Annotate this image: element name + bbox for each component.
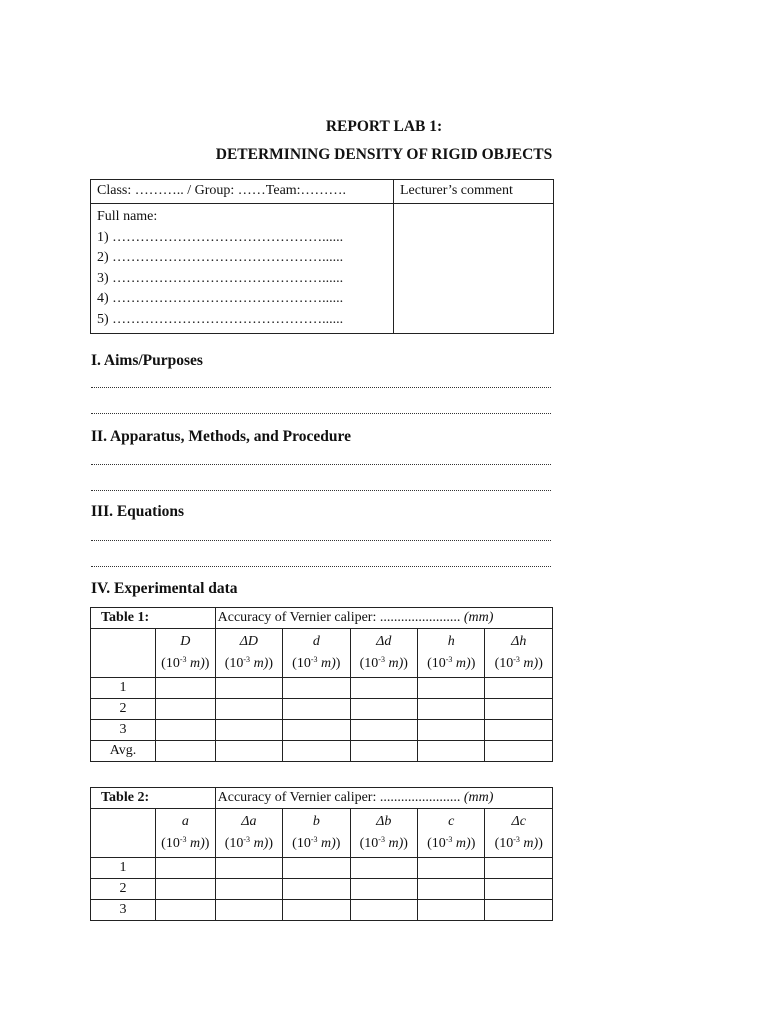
column-unit: ($10^{-3}$ m))	[427, 655, 476, 671]
dotted-line[interactable]	[91, 461, 551, 465]
column-symbol: h	[447, 634, 455, 649]
table1-col-header	[215, 629, 282, 678]
data-cell[interactable]	[283, 699, 350, 720]
data-cell[interactable]	[350, 699, 417, 720]
table-row	[91, 720, 553, 741]
data-cell[interactable]	[215, 699, 282, 720]
data-cell[interactable]	[485, 741, 553, 762]
section-aims-heading: I. Aims/Purposes	[91, 352, 203, 369]
data-cell[interactable]	[283, 678, 350, 699]
column-unit: ($10^{-3}$ m))	[292, 835, 341, 851]
data-cell[interactable]	[350, 879, 417, 900]
table1-col-header	[350, 629, 417, 678]
table1-label-cell	[91, 608, 216, 629]
data-cell[interactable]	[350, 858, 417, 879]
table2-corner-cell	[91, 809, 156, 858]
section-experimental-heading: IV. Experimental data	[91, 580, 238, 597]
data-cell[interactable]	[485, 858, 553, 879]
data-cell[interactable]	[156, 858, 216, 879]
data-cell[interactable]	[283, 720, 350, 741]
data-cell[interactable]	[350, 720, 417, 741]
column-symbol: a	[181, 814, 189, 829]
class-group-team-cell[interactable]	[91, 180, 394, 204]
lecturer-comment-header	[394, 180, 554, 204]
data-cell[interactable]	[350, 678, 417, 699]
table2-col-header	[418, 809, 485, 858]
data-cell[interactable]	[156, 678, 216, 699]
column-unit: ($10^{-3}$ m))	[494, 835, 543, 851]
data-cell[interactable]	[485, 678, 553, 699]
table2-col-header	[350, 809, 417, 858]
table-row	[91, 858, 553, 879]
table2-accuracy-cell	[215, 788, 552, 809]
data-cell[interactable]	[215, 900, 282, 921]
column-unit: ($10^{-3}$ m))	[224, 655, 274, 671]
data-cell[interactable]	[418, 879, 485, 900]
data-cell[interactable]	[283, 858, 350, 879]
table2-label: Table 2:	[101, 790, 150, 805]
table2-col-header	[485, 809, 553, 858]
column-symbol: Δc	[511, 814, 526, 829]
data-cell[interactable]	[215, 720, 282, 741]
data-cell[interactable]	[418, 678, 485, 699]
table-row	[91, 900, 553, 921]
section-apparatus-heading: II. Apparatus, Methods, and Procedure	[91, 428, 351, 445]
row-label: Avg.	[91, 741, 156, 762]
report-title: REPORT LAB 1:	[325, 118, 443, 135]
table1-label: Table 1:	[101, 610, 150, 625]
student-info-table	[90, 179, 554, 334]
data-cell[interactable]	[418, 858, 485, 879]
column-symbol: c	[448, 814, 455, 829]
dotted-line[interactable]	[91, 563, 551, 567]
column-unit: ($10^{-3}$ m))	[224, 835, 274, 851]
table2-label-cell	[91, 788, 216, 809]
column-unit: ($10^{-3}$ m))	[359, 835, 408, 851]
class-group-team-label: Class: ……….. / Group: ……Team:……….	[97, 183, 347, 198]
data-cell[interactable]	[283, 900, 350, 921]
column-symbol: Δh	[511, 634, 527, 649]
data-cell[interactable]	[418, 699, 485, 720]
data-table-1	[90, 607, 553, 762]
table1-col-header	[283, 629, 350, 678]
table1-accuracy-text: Accuracy of Vernier caliper: .......................	[217, 610, 464, 625]
table1-accuracy-cell	[215, 608, 552, 629]
data-cell[interactable]	[350, 741, 417, 762]
column-symbol: Δa	[241, 814, 257, 829]
name-line[interactable]: 2) ………………………………………......	[97, 250, 344, 265]
data-cell[interactable]	[485, 720, 553, 741]
column-symbol: ΔD	[239, 634, 259, 649]
dotted-line[interactable]	[91, 537, 551, 541]
column-unit: ($10^{-3}$ m))	[292, 655, 341, 671]
data-cell[interactable]	[485, 879, 553, 900]
data-table-2	[90, 787, 553, 921]
data-cell[interactable]	[418, 741, 485, 762]
dotted-line[interactable]	[91, 487, 551, 491]
table2-col-header	[215, 809, 282, 858]
name-line[interactable]: 3) ………………………………………......	[97, 270, 344, 286]
data-cell[interactable]	[418, 720, 485, 741]
section-equations-heading: III. Equations	[91, 503, 185, 520]
column-unit: ($10^{-3}$ m))	[359, 655, 408, 671]
row-label: 2	[91, 879, 156, 900]
table2-accuracy-unit: (mm)	[463, 790, 494, 805]
table1-corner-cell	[91, 629, 156, 678]
data-cell[interactable]	[156, 720, 216, 741]
table-row	[91, 678, 553, 699]
table1-col-header	[485, 629, 553, 678]
column-symbol: d	[312, 634, 320, 649]
name-line[interactable]: 1) ………………………………………......	[97, 229, 344, 245]
data-cell[interactable]	[283, 741, 350, 762]
data-cell[interactable]	[215, 741, 282, 762]
data-cell[interactable]	[485, 699, 553, 720]
column-symbol: D	[180, 634, 191, 649]
data-cell[interactable]	[156, 900, 216, 921]
row-label: 1	[91, 858, 156, 879]
full-name-label: Full name:	[97, 209, 158, 224]
table-row	[91, 879, 553, 900]
column-unit: ($10^{-3}$ m))	[161, 835, 210, 851]
name-line[interactable]: 4) ………………………………………......	[97, 291, 344, 306]
table-row	[91, 699, 553, 720]
column-symbol: b	[312, 814, 320, 829]
data-cell[interactable]	[283, 879, 350, 900]
row-label: 3	[91, 720, 156, 741]
table2-col-header	[283, 809, 350, 858]
table-row	[91, 741, 553, 762]
column-unit: ($10^{-3}$ m))	[161, 655, 210, 671]
data-cell[interactable]	[350, 900, 417, 921]
dotted-line[interactable]	[91, 384, 551, 388]
row-label: 1	[91, 678, 156, 699]
table1-col-header	[418, 629, 485, 678]
name-line[interactable]: 5) ………………………………………......	[97, 311, 344, 327]
row-label: 2	[91, 699, 156, 720]
data-cell[interactable]	[215, 879, 282, 900]
data-cell[interactable]	[418, 900, 485, 921]
table2-col-header	[156, 809, 216, 858]
row-label: 3	[91, 900, 156, 921]
column-unit: ($10^{-3}$ m))	[427, 835, 476, 851]
column-symbol: Δd	[376, 634, 392, 649]
dotted-line[interactable]	[91, 410, 551, 414]
lecturer-comment-box[interactable]	[394, 204, 554, 334]
report-subtitle: DETERMINING DENSITY OF RIGID OBJECTS	[215, 146, 553, 163]
column-unit: ($10^{-3}$ m))	[494, 655, 543, 671]
data-cell[interactable]	[156, 879, 216, 900]
data-cell[interactable]	[215, 678, 282, 699]
table2-accuracy-text: Accuracy of Vernier caliper: .......................	[217, 790, 464, 805]
full-name-cell[interactable]	[91, 204, 394, 334]
data-cell[interactable]	[215, 858, 282, 879]
data-cell[interactable]	[156, 699, 216, 720]
data-cell[interactable]	[156, 741, 216, 762]
lecturer-comment-label: Lecturer’s comment	[400, 183, 513, 198]
table1-col-header	[156, 629, 216, 678]
column-symbol: Δb	[376, 814, 392, 829]
table1-accuracy-unit: (mm)	[463, 610, 494, 625]
data-cell[interactable]	[485, 900, 553, 921]
